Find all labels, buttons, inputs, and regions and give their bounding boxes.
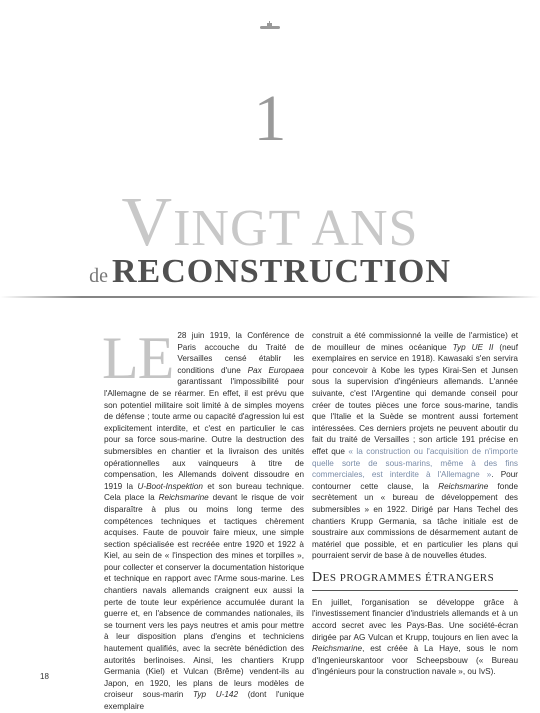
section-title-rest: ES PROGRAMMES ÉTRANGERS (322, 571, 495, 584)
left-column (102, 325, 305, 713)
text-run: devant le risque de voir disparaître à plus ou moins long terme des compétences techniques et tactiques chèrement acquises. Faute de pouvoir faire mieux, une simple section spécialisée est recréée entre 1920 et 1922 à Kiel, au sein de « l'inspection des mines et torpilles », pour collecter et conserver la documentation historique et technique en rapport avec l'Arme sous-marine. Les chantiers navals allemands craignent eux aussi la perte de toute leur expérience accumulée durant la guerre et, en l'absence de commandes nationales, ils se tournent vers les pays neutres et amis pour mettre à leur disposition plans d'engins et techniciens hautement qualifiés, avec la secrète bénédiction des autorités berlinoises. Ainsi, les chantiers Krupp Germania (Kiel) et Vulcan (Brême) vendent-ils au Japon, en 1920, les plans de leurs modèles de croiseur sous-marin (104, 493, 305, 700)
text-run: construit a été commissionné la veille de l'armistice) et de mouilleur de mines océanique (312, 331, 518, 352)
italic-text: Reichsmarine (312, 644, 363, 654)
right-column (312, 330, 518, 678)
title-main-word: RECONSTRUCTION (111, 253, 451, 290)
drop-cap: LE (102, 325, 174, 391)
italic-text: Pax Europaea (247, 365, 304, 375)
chapter-title-line2 (0, 253, 540, 291)
italic-text: Reichsmarine (438, 481, 489, 491)
italic-text: U-Boot-Inspektion (137, 481, 203, 491)
submarine-emblem-icon (258, 20, 282, 32)
section-initial: D (312, 569, 323, 585)
text-run: . Pour contourner cette clause, la (312, 470, 518, 491)
chapter-number: 1 (253, 82, 287, 155)
right-paragraph-2 (312, 597, 518, 678)
right-paragraph-1 (312, 330, 518, 562)
italic-text: Typ UE II (452, 342, 494, 352)
text-run: En juillet, l'organisation se développe grâce à l'investissement financier d'industriels allemands et à un accord secret avec les Pays-Bas. Une société-écran dirigée par AG Vulcan et Krupp, toujours en lien avec la (312, 597, 518, 642)
italic-text: Reichsmarine (158, 493, 209, 503)
text-run: 28 juin 1919, la Conférence de Paris accouche du Traité de Versailles censé établir les conditions d'une (177, 331, 304, 375)
section-heading (312, 570, 518, 591)
text-run: fonde secrètement un « bureau de développement des submersibles » en 1922. Dirigé par Hans Techel des chantiers Krupp Germania, sa tâche initiale est de soustraire aux commissions de désarmement autant de matériel que possible, et en particulier les plans qui pourraient servir de base à de nouvelles études. (312, 481, 519, 561)
title-initial: V (121, 184, 174, 261)
page-number: 18 (40, 672, 49, 681)
text-run: , est créée à La Haye, sous le nom d'Ingenieurskantoor voor Scheepsbouw (« Bureau d'ingénieurs pour la construction navale », ou IvS). (312, 644, 518, 677)
quoted-article-text: « la construction ou l'acquisition de n'importe quelle sorte de sous-marins, même à des fins commerciales, est interdite à l'Allemagne » (312, 446, 518, 480)
italic-text: Typ U-142 (192, 690, 239, 700)
title-divider (0, 296, 540, 298)
title-rest: INGT ANS (173, 200, 419, 257)
text-run: garantissant l'impossibilité pour l'Allemagne de se réarmer. En effet, il est prévu que son potentiel militaire soit limité à de simples moyens de défense ; toute arme ou capacité d'agression lui est explicitement interdite, et c'est en particulier le cas pour sa force sous-marine. Outre la destruction des submersibles en chantier et la livraison des unités opérationnelles aux vainqueurs à titre de compensation, les Allemands doivent dissoudre en 1919 la (104, 377, 304, 491)
text-run: (dont l'unique exemplaire (104, 690, 305, 711)
text-run: (neuf exemplaires en service en 1918). Kawasaki s'en servira pour concevoir à Kobe les types Kirai-Sen et Junsen sous la supervision d'ingénieurs allemands. L'année suivante, c'est l'Argentine qui demande conseil pour créer de toutes pièces une force sous-marine, tandis que l'Italie et la Suède se montrent aussi fortement intéressées. Ces derniers projets ne peuvent aboutir du fait du traité de Versailles ; son article 191 précise en effet que (312, 342, 519, 456)
left-paragraph (102, 325, 305, 713)
title-preposition: de (89, 265, 108, 287)
text-run: et son bureau technique. Cela place la (104, 481, 305, 503)
